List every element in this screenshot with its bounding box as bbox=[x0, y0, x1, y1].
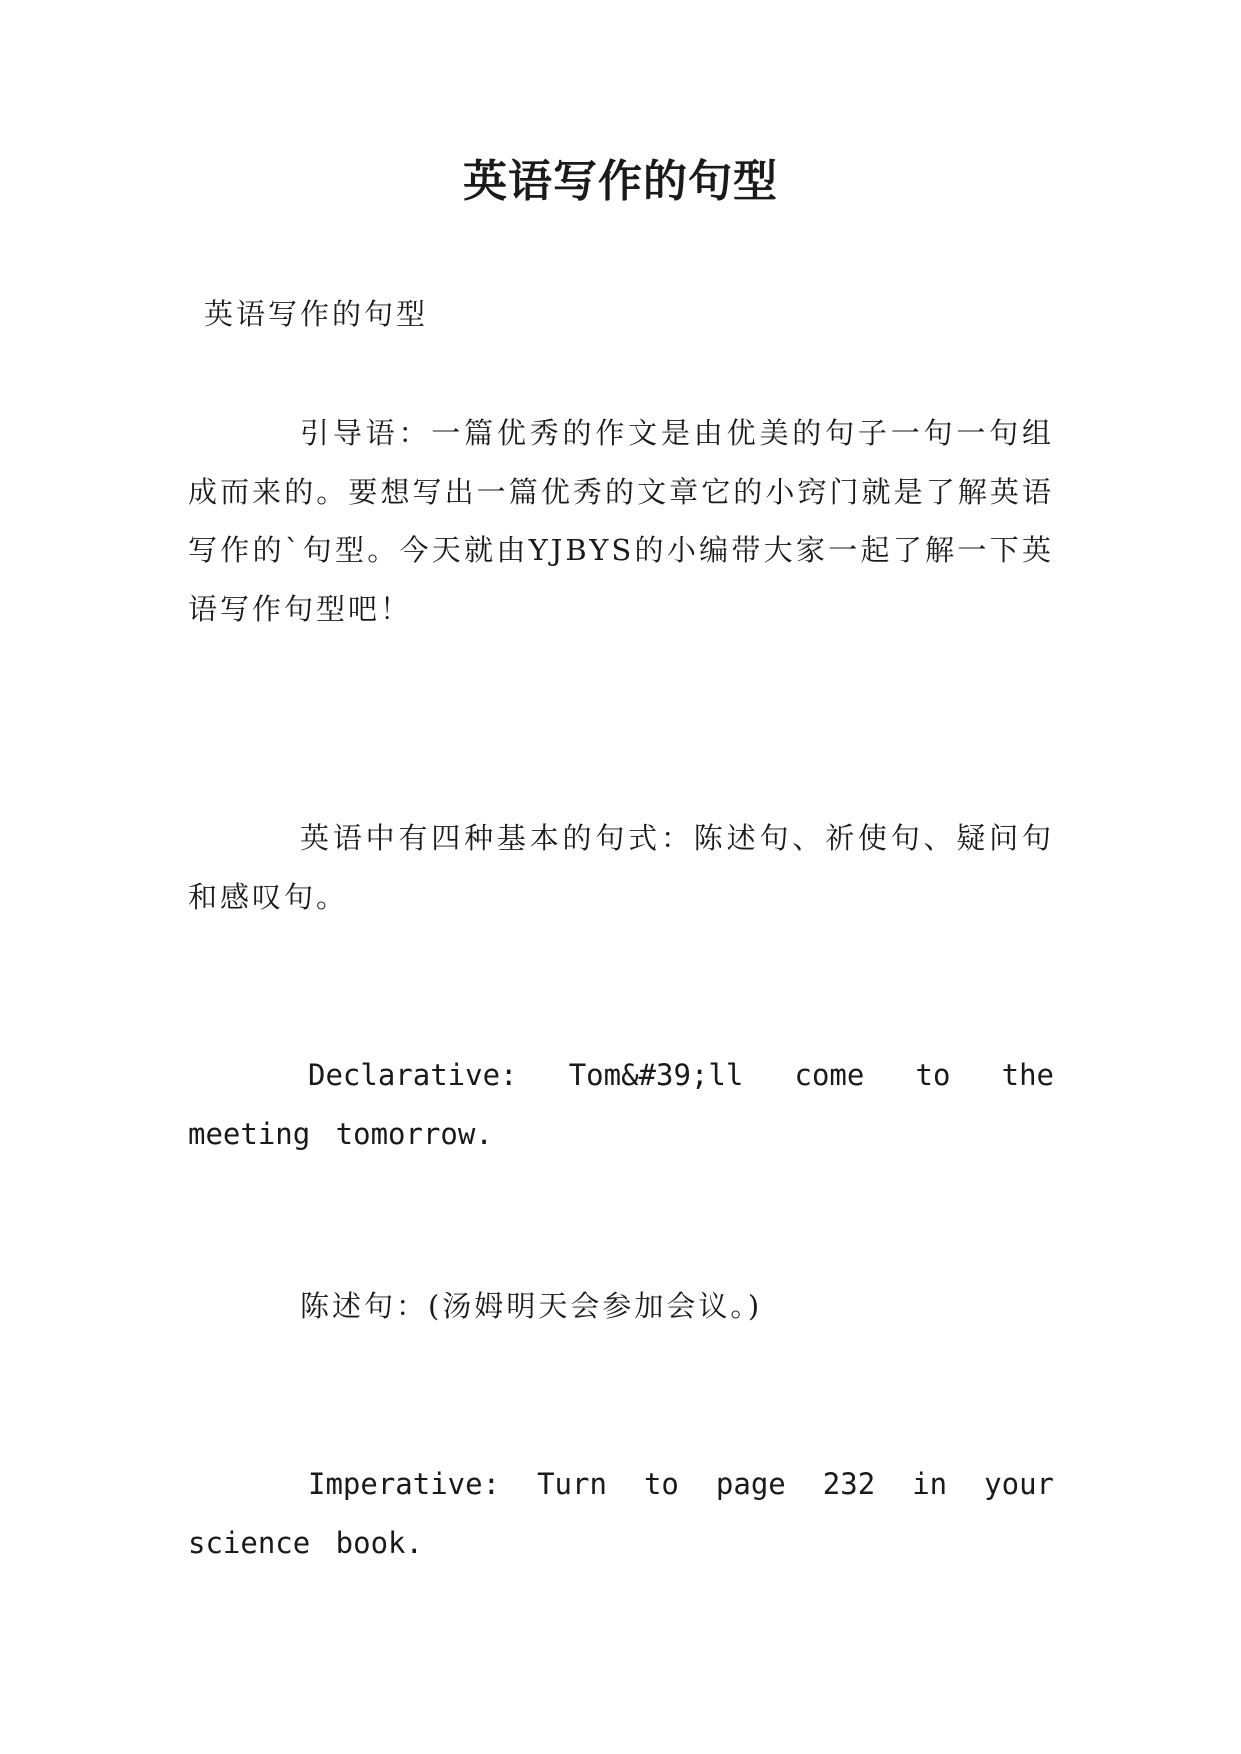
imperative-example-paragraph: Imperative: Turn to page 232 in your science book. bbox=[188, 1467, 1054, 1560]
declarative-example-paragraph: Declarative: Tom&#39;ll come to the meeting tomorrow. bbox=[188, 1058, 1054, 1151]
document-title: 英语写作的句型 bbox=[463, 156, 778, 207]
sentence-types-paragraph: 英语中有四种基本的句式：陈述句、祈使句、疑问句和感叹句。 bbox=[188, 821, 1054, 914]
declarative-translation-paragraph: 陈述句：(汤姆明天会参加会议。) bbox=[300, 1289, 763, 1323]
intro-paragraph: 引导语：一篇优秀的作文是由优美的句子一句一句组成而来的。要想写出一篇优秀的文章它的小窍门就是了解英语写作的`句型。今天就由YJBYS的小编带大家一起了解一下英语写作句型吧！ bbox=[188, 416, 1054, 626]
document-subtitle: 英语写作的句型 bbox=[204, 297, 429, 331]
